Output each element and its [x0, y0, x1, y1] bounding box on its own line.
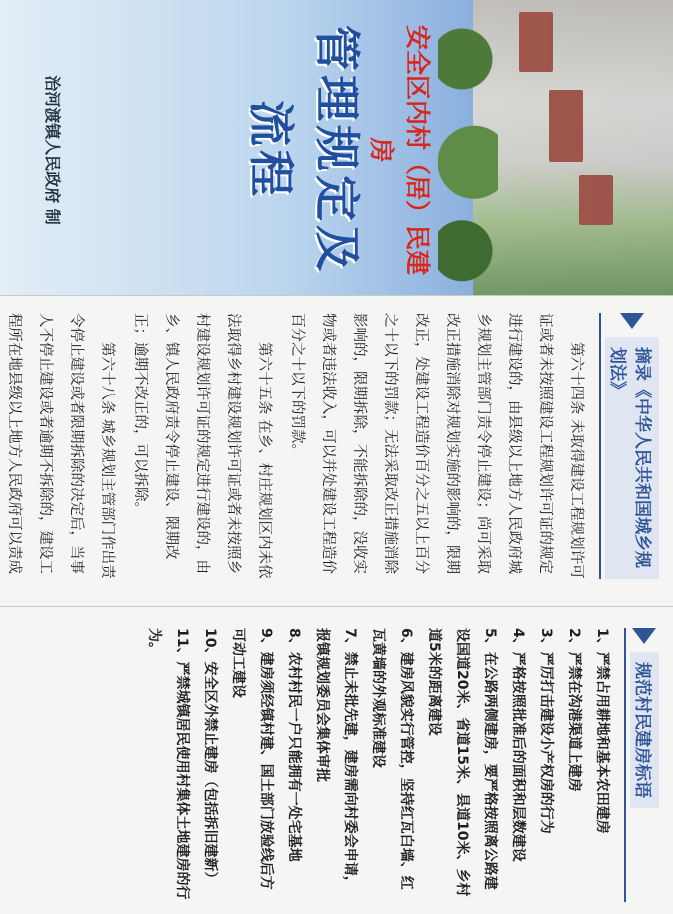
law-paragraph: 第六十八条 城乡规划主管部门作出责令停止建设或者限期拆除的决定后，当事人不停止建设或者逾期不拆除的，建设工程所在地县级以上地方人民政府可以责成: [6, 313, 115, 579]
list-item: 9、建房须经镇村建、国土部门放验线后方可动工建设: [230, 628, 274, 890]
list-item: 4、严格按照批准后的面积和层数建设: [510, 628, 526, 862]
list-item: 7、禁止未批先建，建房需向村委会申请，报镇规划委员会集体审批: [314, 628, 358, 890]
law-heading-text: 摘录《中华人民共和国城乡规划法》: [605, 337, 659, 579]
rules-heading-text: 规范村民建房标语: [630, 652, 659, 808]
law-paragraph: 第六十四条 未取得建设工程规划许可证或者未按照建设工程规划许可证的规定进行建设的，由县级以上地方人民政府城乡规划主管部门责令停止建设；尚可采取改正措施消除对规划实施的影响的，限期改正，处建设工程造价百分之五以上百分之十以下的罚款；无法采取改正措施消除影响的，限期拆除，不能拆除的，没收实物或者违法收入，可以并处建设工程造价百分之十以下的罚款。: [289, 313, 584, 579]
rules-list: [140, 628, 616, 902]
chevron-right-icon: [620, 313, 644, 329]
red-roof: [549, 90, 583, 162]
list-item: 2、严禁在沟港渠道上建房: [566, 628, 582, 792]
law-heading: [599, 313, 659, 579]
fold-line: [0, 606, 673, 607]
list-item: 1、严禁占用耕地和基本农田建房: [594, 628, 610, 834]
list-item: 6、建房风貌实行管控，坚持红瓦白墙、红瓦黄墙的外观标准建设: [370, 628, 414, 890]
chevron-right-icon: [633, 628, 657, 644]
rules-panel: [0, 614, 673, 914]
cover-title: 安全区内村（居）民建房: [367, 24, 432, 275]
trees-decoration: [438, 0, 498, 295]
list-item: 8、农村村民一户只能拥有一处宅基地: [286, 628, 302, 862]
rules-heading: [624, 628, 659, 902]
list-item: 5、在公路两侧建房，要严格按照离公路建设国道20米、省道15米、县道10米、乡村道5米的距离建设: [426, 628, 498, 897]
law-paragraph: 第六十五条 在乡、村庄规划区内未依法取得乡村建设规划许可证或者未按照乡村建设规划许可证的规定进行建设的，由乡、镇人民政府责令停止建设、限期改正；逾期不改正的，可以拆除。: [132, 313, 272, 579]
list-item: 3、严厉打击建设小产权房的行为: [538, 628, 554, 834]
cover-panel: [0, 0, 673, 295]
law-excerpt-panel: [0, 295, 673, 595]
red-roof: [579, 175, 613, 225]
red-roof: [519, 12, 553, 72]
list-item: 10、安全区外禁止建房（包括拆旧建新）: [202, 628, 218, 886]
issuer: 治河渡镇人民政府 制: [43, 75, 62, 225]
cover-subtitle: 管理规定及流程: [244, 25, 364, 275]
list-item: 11、严禁城镇居民使用村集体土地建房的行为。: [146, 628, 190, 900]
village-photo: [473, 0, 673, 295]
